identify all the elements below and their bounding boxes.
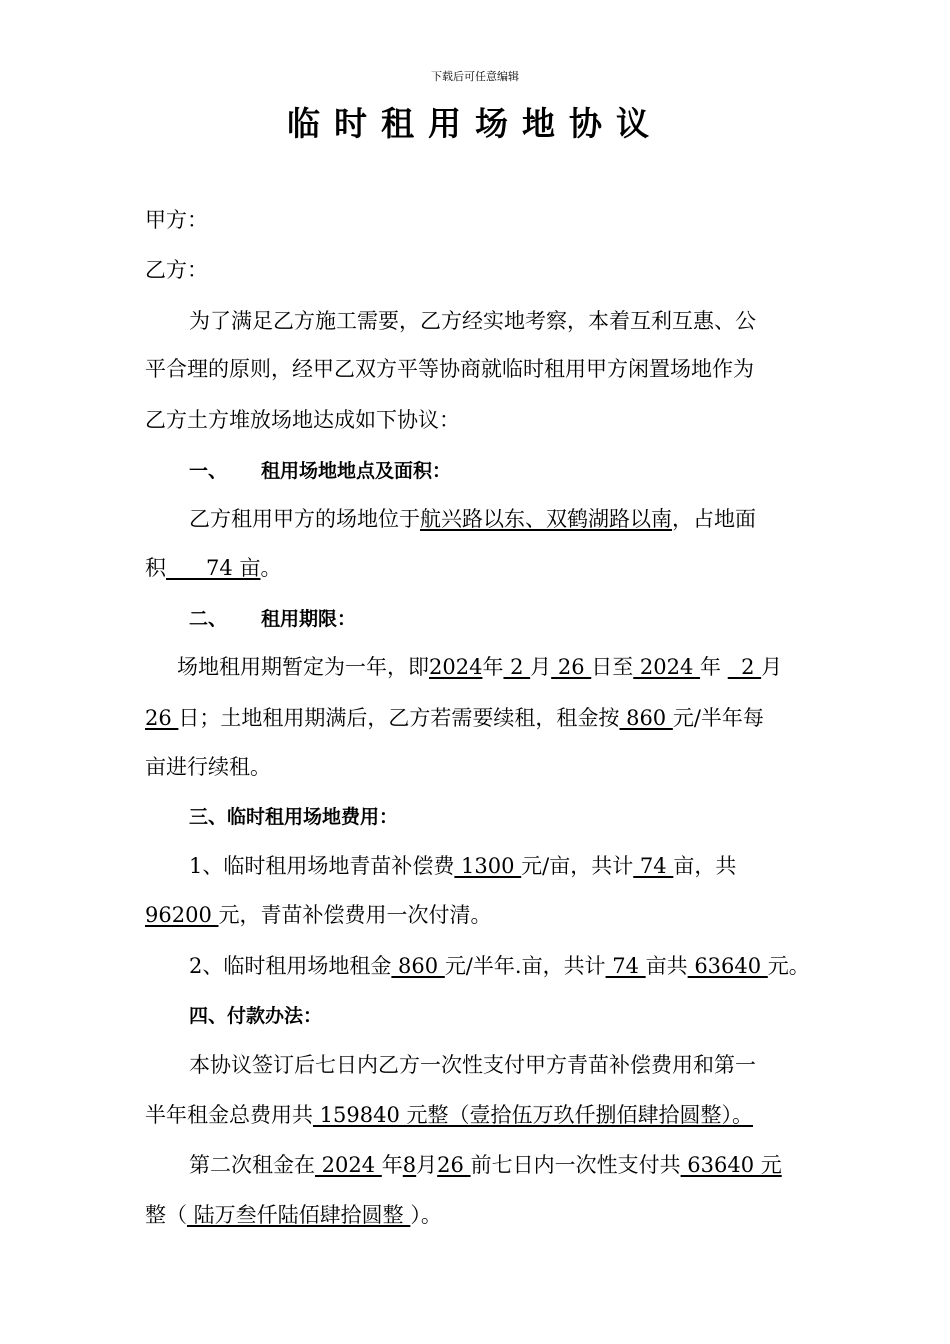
s2-text: 月 — [530, 655, 552, 679]
s2-text: 年 — [700, 655, 728, 679]
section-3-heading: 三、临时租用场地费用： — [189, 806, 399, 828]
party-b-label: 乙方： — [145, 258, 208, 282]
end-year: 2024 — [633, 655, 701, 679]
intro-line-2: 平合理的原则，经甲乙双方平等协商就临时租用甲方闲置场地作为 — [145, 357, 754, 381]
rent-rate: 860 — [391, 954, 445, 978]
second-payment-words: 陆万叁仟陆佰肆拾圆整 — [187, 1203, 411, 1227]
s2-text: 元/半年每 — [672, 706, 764, 730]
s2-text: 场地租用期暂定为一年，即 — [177, 655, 429, 679]
renewal-rent: 860 — [619, 706, 673, 730]
rent-area: 74 — [605, 954, 646, 978]
s4-text: 整（ — [145, 1203, 187, 1227]
s3-text: 亩共 — [645, 954, 688, 978]
section-3-item-2 — [189, 956, 810, 977]
compensation-total: 96200 — [145, 903, 219, 927]
second-payment-year: 2024 — [315, 1153, 382, 1177]
s4-text: ）。 — [410, 1203, 442, 1227]
s1-text: 。 — [260, 556, 282, 580]
s3-text: 元。 — [767, 954, 810, 978]
section-4-para-2-line-1 — [189, 1155, 782, 1176]
s3-text: 元，青苗补偿费用一次付清。 — [218, 903, 492, 927]
s4-text: 前七日内一次性支付共 — [470, 1153, 681, 1177]
section-1-heading — [189, 462, 451, 481]
first-payment-amount: 159840 元整（壹拾伍万玖仟捌佰肆拾圆整）。 — [313, 1103, 754, 1127]
s1-text: 乙方租用甲方的场地位于 — [189, 507, 420, 531]
header-note: 下载后可任意编辑 — [431, 70, 519, 83]
s2-text: 日至 — [591, 655, 634, 679]
s3-text: 亩，共 — [673, 854, 737, 878]
s4-text: 年 — [381, 1153, 403, 1177]
section-1-title: 租用场地地点及面积： — [261, 460, 452, 482]
document-title: 临时租用场地协议 — [287, 104, 663, 143]
s4-text: 半年租金总费用共 — [145, 1103, 313, 1127]
section-2-line-1 — [177, 657, 782, 678]
s2-text: 日；土地租用期满后，乙方若需要续租，租金按 — [178, 706, 620, 730]
end-month: 2 — [727, 655, 762, 679]
section-1-line-1 — [189, 509, 756, 530]
s2-text: 年 — [482, 655, 504, 679]
section-1-number: 一、 — [189, 460, 228, 482]
start-year: 2024 — [429, 655, 483, 679]
s2-text: 月 — [761, 655, 783, 679]
section-4-heading: 四、付款办法： — [189, 1005, 323, 1027]
section-3-item-1 — [189, 856, 736, 877]
s4-text: 月 — [416, 1153, 438, 1177]
section-2-heading — [189, 610, 356, 629]
s1-text: ，占地面 — [672, 507, 756, 531]
site-location: 航兴路以东、双鹤湖路以南 — [420, 507, 672, 531]
start-day: 26 — [551, 655, 592, 679]
compensation-rate: 1300 — [454, 854, 522, 878]
section-4-para-1-line-2 — [145, 1105, 753, 1126]
s4-text: 第二次租金在 — [189, 1153, 315, 1177]
intro-line-1: 为了满足乙方施工需要，乙方经实地考察，本着互利互惠、公 — [189, 309, 756, 333]
party-a-label: 甲方： — [145, 208, 208, 232]
start-month: 2 — [503, 655, 531, 679]
s3-text: 元/亩，共计 — [521, 854, 634, 878]
site-area: 74 亩 — [166, 556, 261, 580]
s3-text: 2、临时租用场地租金 — [189, 954, 392, 978]
second-payment-day: 26 — [437, 1153, 471, 1177]
intro-line-3: 乙方土方堆放场地达成如下协议： — [145, 408, 460, 432]
second-payment-amount: 63640 元 — [680, 1153, 782, 1177]
section-2-title: 租用期限： — [261, 608, 357, 630]
compensation-area: 74 — [633, 854, 674, 878]
section-2-line-2 — [145, 708, 764, 729]
section-4-para-2-line-2 — [145, 1205, 442, 1226]
end-day: 26 — [145, 706, 179, 730]
section-4-para-1-line-1: 本协议签订后七日内乙方一次性支付甲方青苗补偿费用和第一 — [189, 1053, 756, 1077]
section-2-number: 二、 — [189, 608, 228, 630]
rent-total: 63640 — [687, 954, 768, 978]
s3-text: 1、临时租用场地青苗补偿费 — [189, 854, 455, 878]
section-2-line-3: 亩进行续租。 — [145, 755, 271, 779]
section-1-line-2 — [145, 558, 281, 579]
section-3-item-1-cont — [145, 905, 491, 926]
second-payment-month: 8 — [402, 1153, 417, 1177]
s3-text: 元/半年.亩，共计 — [444, 954, 606, 978]
s1-text: 积 — [145, 556, 166, 580]
